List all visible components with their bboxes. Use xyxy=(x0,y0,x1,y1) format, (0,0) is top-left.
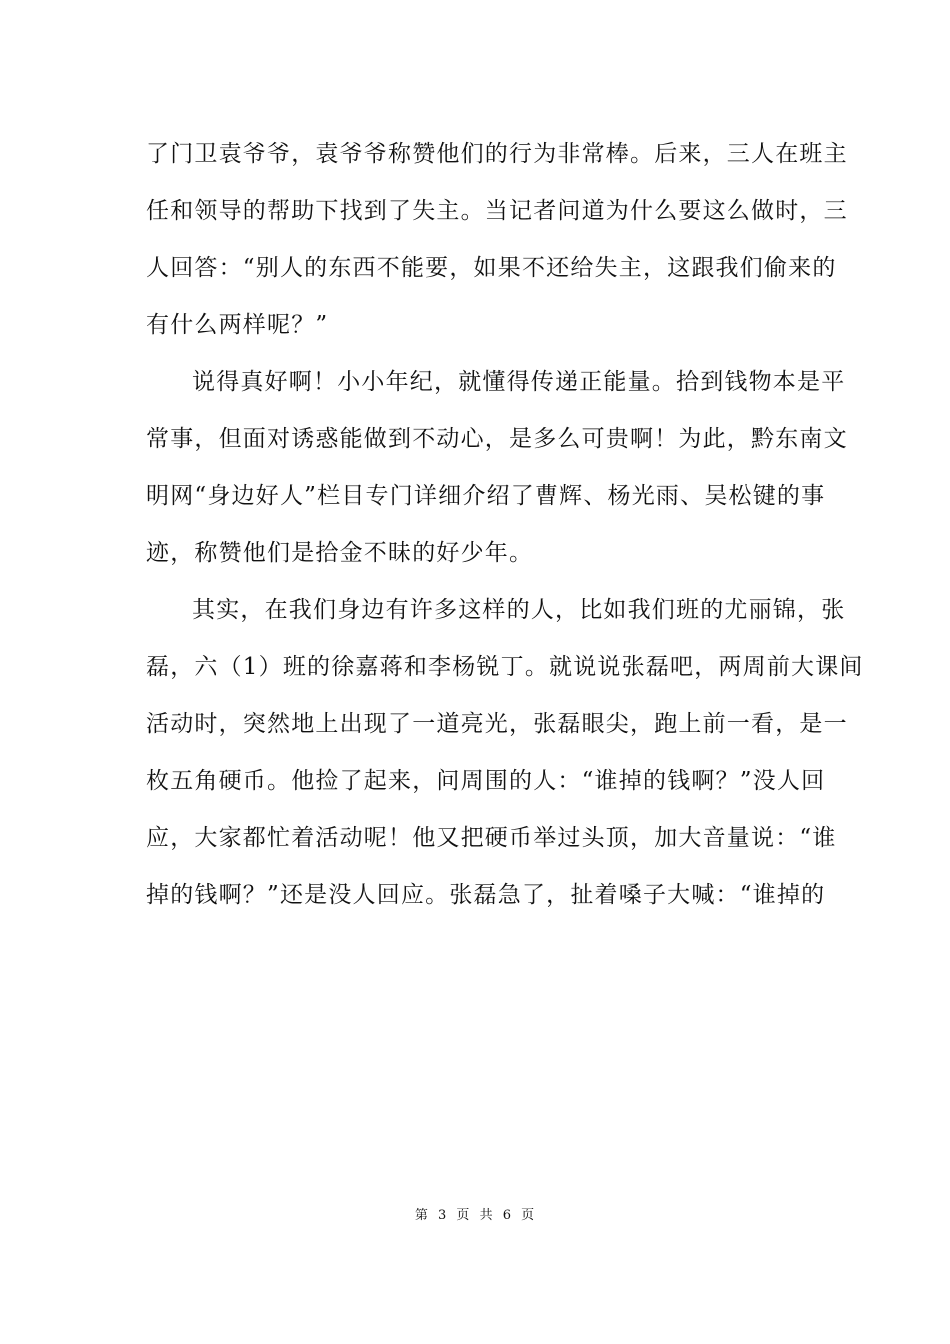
text-line: 任和领导的帮助下找到了失主。当记者问道为什么要这么做时，三 xyxy=(146,198,848,224)
text-line: 活动时，突然地上出现了一道亮光，张磊眼尖，跑上前一看，是一 xyxy=(146,711,848,737)
footer-page-unit: 页 xyxy=(456,1208,471,1223)
text-line: 应，大家都忙着活动呢！他又把硬币举过头顶，加大音量说：“谁 xyxy=(146,825,837,851)
text-line: 磊，六（1）班的徐嘉蒋和李杨锐丁。就说说张磊吧，两周前大课间 xyxy=(146,654,864,680)
text-line: 人回答：“别人的东西不能要，如果不还给失主，这跟我们偷来的 xyxy=(146,255,837,281)
text-line: 常事，但面对诱惑能做到不动心，是多么可贵啊！为此，黔东南文 xyxy=(146,426,848,452)
text-line: 掉的钱啊？”还是没人回应。张磊急了，扯着嗓子大喊：“谁掉的 xyxy=(146,882,826,908)
footer-suffix: 页 xyxy=(521,1208,536,1223)
current-page-number: 3 xyxy=(437,1208,448,1223)
text-line: 了门卫袁爷爷，袁爷爷称赞他们的行为非常棒。后来，三人在班主 xyxy=(146,141,848,167)
footer-total-label: 共 xyxy=(479,1208,494,1223)
paragraph-start-line: 其实，在我们身边有许多这样的人，比如我们班的尤丽锦，张 xyxy=(192,597,846,623)
paragraph-start-line: 说得真好啊！小小年纪，就懂得传递正能量。拾到钱物本是平 xyxy=(192,369,846,395)
footer-prefix: 第 xyxy=(414,1208,429,1223)
text-line: 迹，称赞他们是拾金不昧的好少年。 xyxy=(146,540,534,566)
body-text xyxy=(146,126,864,924)
page-footer xyxy=(0,1207,950,1225)
text-line: 有什么两样呢？” xyxy=(146,312,329,338)
text-line: 枚五角硬币。他捡了起来，问周围的人：“谁掉的钱啊？”没人回 xyxy=(146,768,826,794)
total-page-count: 6 xyxy=(502,1208,512,1223)
text-line: 明网“身边好人”栏目专门详细介绍了曹辉、杨光雨、吴松键的事 xyxy=(146,483,826,509)
